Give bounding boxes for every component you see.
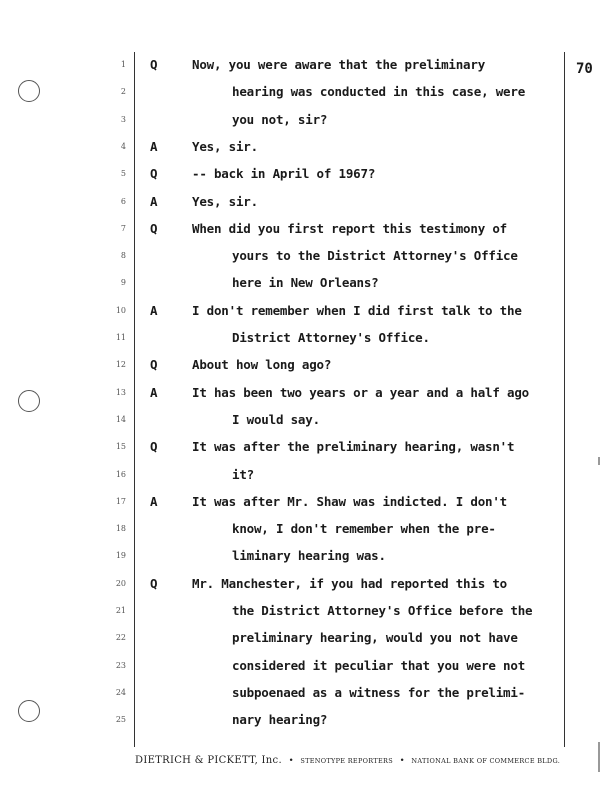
transcript-line (0, 685, 612, 712)
line-number: 20 (115, 578, 126, 588)
line-number: 25 (115, 715, 126, 725)
line-text: Now, you were aware that the preliminary (192, 57, 486, 72)
line-number: 5 (120, 169, 126, 179)
transcript-line (0, 412, 612, 439)
transcript-line (0, 166, 612, 193)
transcript-line (0, 439, 612, 466)
line-number: 18 (115, 524, 126, 534)
line-text: About how long ago? (192, 357, 332, 373)
page-number: 70 (576, 61, 593, 77)
line-number: 4 (120, 141, 126, 151)
transcript-line (0, 385, 612, 412)
transcript-line (0, 576, 612, 603)
transcript-line (0, 221, 612, 248)
line-number: 2 (120, 87, 126, 97)
speaker-label: Q (150, 357, 158, 373)
line-text: I would say. (232, 411, 320, 427)
line-text: It was after the preliminary hearing, wasn't (192, 439, 515, 455)
line-number: 17 (115, 496, 126, 506)
transcript-line (0, 248, 612, 275)
speaker-label: Q (150, 57, 158, 72)
line-number: 8 (120, 251, 126, 261)
line-number: 3 (120, 114, 126, 124)
speaker-label: A (150, 138, 158, 154)
margin-mark (598, 457, 600, 465)
line-text: know, I don't remember when the pre- (232, 521, 496, 537)
line-text: subpoenaed as a witness for the prelimi- (232, 684, 526, 700)
reporter-firm-name: DIETRICH & PICKETT, Inc. (135, 755, 282, 766)
line-text: When did you first report this testimony of (192, 220, 508, 236)
line-text: it? (232, 466, 254, 482)
transcript-line (0, 112, 612, 139)
line-number: 22 (115, 633, 126, 643)
transcript-line (0, 303, 612, 330)
line-number: 16 (115, 469, 126, 479)
line-number: 23 (115, 660, 126, 670)
line-number: 10 (115, 305, 126, 315)
reporter-service: STENOTYPE REPORTERS (300, 757, 393, 765)
speaker-label: Q (150, 575, 158, 591)
speaker-label: A (150, 493, 158, 509)
line-number: 11 (115, 333, 126, 342)
line-text: Yes, sir. (192, 138, 258, 154)
line-text: Mr. Manchester, if you had reported this to (192, 575, 508, 591)
transcript-line (0, 630, 612, 657)
line-text: It has been two years or a year and a half ago (192, 384, 529, 400)
transcript-line (0, 330, 612, 357)
transcript-line (0, 712, 612, 739)
footer-separator: • (399, 756, 405, 766)
transcript-line (0, 357, 612, 384)
line-text: liminary hearing was. (232, 548, 386, 564)
transcript-line (0, 521, 612, 548)
line-text: I don't remember when I did first talk to the (192, 302, 522, 318)
line-number: 24 (115, 687, 126, 697)
page-footer (135, 755, 561, 766)
transcript-line (0, 467, 612, 494)
line-text: Yes, sir. (192, 193, 258, 209)
line-text: the District Attorney's Office before the (232, 603, 533, 618)
margin-mark (598, 742, 600, 772)
line-text: nary hearing? (232, 712, 328, 728)
transcript-line (0, 57, 612, 84)
reporter-address: NATIONAL BANK OF COMMERCE BLDG. (411, 757, 561, 765)
speaker-label: Q (150, 439, 158, 455)
transcript-line (0, 548, 612, 575)
speaker-label: A (150, 384, 158, 400)
line-text: considered it peculiar that you were not (232, 657, 526, 673)
transcript-line (0, 275, 612, 302)
line-number: 9 (120, 278, 126, 288)
line-number: 13 (115, 387, 126, 397)
line-text: It was after Mr. Shaw was indicted. I don't (192, 493, 508, 509)
line-text: you not, sir? (232, 111, 328, 127)
line-number: 7 (120, 223, 126, 233)
line-number: 15 (115, 442, 126, 452)
line-number: 19 (115, 551, 126, 561)
line-number: 1 (120, 60, 126, 69)
line-number: 12 (115, 360, 126, 370)
transcript-line (0, 194, 612, 221)
line-text: hearing was conducted in this case, were (232, 84, 526, 100)
line-number: 6 (120, 196, 126, 206)
transcript-line (0, 658, 612, 685)
speaker-label: A (150, 193, 158, 209)
line-text: preliminary hearing, would you not have (232, 630, 518, 646)
speaker-label: Q (150, 166, 158, 182)
transcript-line (0, 84, 612, 111)
line-number: 21 (115, 606, 126, 615)
line-number: 14 (115, 414, 126, 424)
transcript-line (0, 494, 612, 521)
footer-separator: • (288, 756, 294, 766)
line-text: here in New Orleans? (232, 275, 379, 291)
line-text: -- back in April of 1967? (192, 166, 376, 182)
line-text: yours to the District Attorney's Office (232, 248, 518, 264)
transcript-line (0, 139, 612, 166)
speaker-label: A (150, 302, 158, 318)
speaker-label: Q (150, 220, 158, 236)
transcript-line (0, 603, 612, 630)
line-text: District Attorney's Office. (232, 330, 430, 345)
